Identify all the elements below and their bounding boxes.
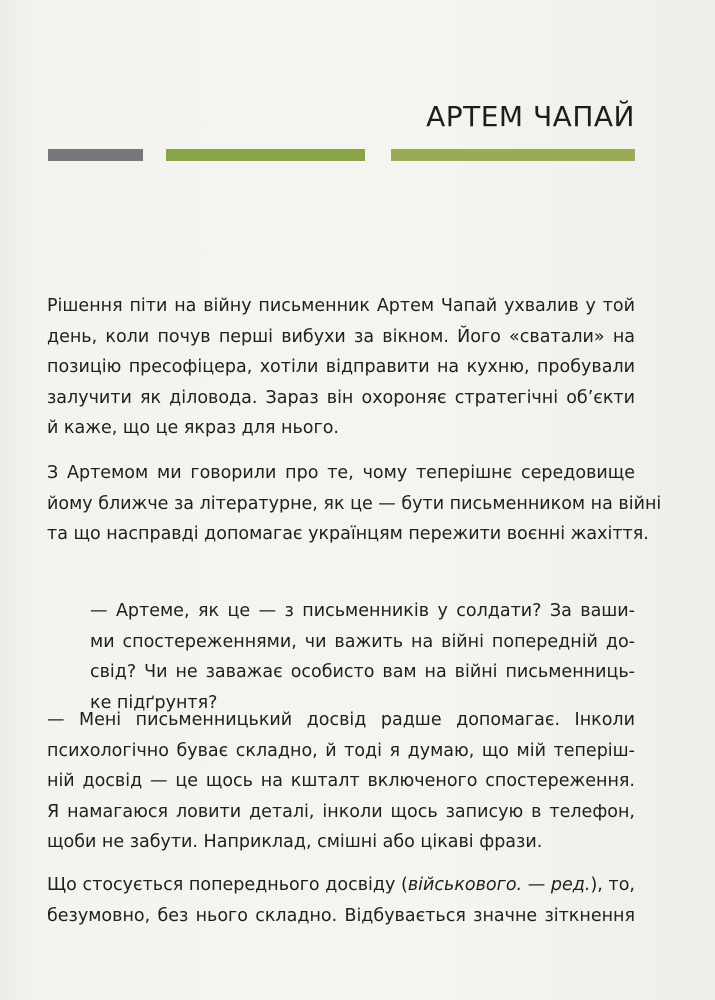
text-line: — Артеме, як це — з письменників у солдати? За ваши-: [90, 601, 635, 621]
text-line: ній досвід — це щось на кшталт включеного спостереження.: [47, 771, 635, 791]
text-line: безумовно, без нього складно. Відбувається значне зіткнення: [47, 905, 635, 926]
text-line: З Артемом ми говорили про те, чому теперішнє середовище: [47, 463, 635, 483]
text-line: щоби не забути. Наприклад, смішні або цікаві фрази.: [47, 832, 543, 852]
text-line: й каже, що це якраз для нього.: [47, 418, 339, 438]
text-line: — Мені письменницький досвід радше допомагає. Інколи: [47, 710, 635, 730]
text-line: Рішення піти на війну письменник Артем Чапай ухвалив у той: [47, 296, 635, 316]
bar-green-1: [166, 149, 365, 161]
bar-gray: [48, 149, 143, 161]
text-line: та що насправді допомагає українцям пережити воєнні жахіття.: [47, 524, 649, 544]
paragraph-topics: [47, 458, 662, 550]
text-line: Я намагаюся ловити деталі, інколи щось записую в телефон,: [47, 801, 635, 822]
text-line: ке підґрунтя?: [90, 692, 218, 713]
text-line: позицію пресофіцера, хотіли відправити на кухню, пробували: [47, 357, 635, 377]
text-fragment: Що стосується попереднього досвіду (: [47, 875, 408, 895]
paragraph-question: [90, 596, 635, 718]
paragraph-continuation: [47, 870, 635, 931]
text-line: ми спостереженнями, чи важить на війні попередній до-: [90, 631, 635, 652]
author-name: АРТЕМ ЧАПАЙ: [426, 100, 635, 133]
paragraph-answer: [47, 705, 635, 858]
text-line: залучити як діловода. Зараз він охороняє стратегічні об’єкти: [47, 387, 635, 408]
editor-note: військового. — ред.: [407, 875, 591, 895]
text-fragment: ), то,: [590, 875, 635, 895]
decorative-bars: [48, 149, 635, 161]
text-line: психологічно буває складно, й тоді я думаю, що мій теперіш-: [47, 740, 635, 761]
text-line: [47, 870, 635, 901]
paragraph-intro: [47, 291, 635, 444]
bar-green-2: [391, 149, 635, 161]
text-line: йому ближче за літературне, як це — бути письменником на війні: [47, 493, 662, 514]
text-line: день, коли почув перші вибухи за вікном. Його «сватали» на: [47, 326, 635, 347]
text-line: свід? Чи не заважає особисто вам на війні письменниць-: [90, 662, 635, 682]
